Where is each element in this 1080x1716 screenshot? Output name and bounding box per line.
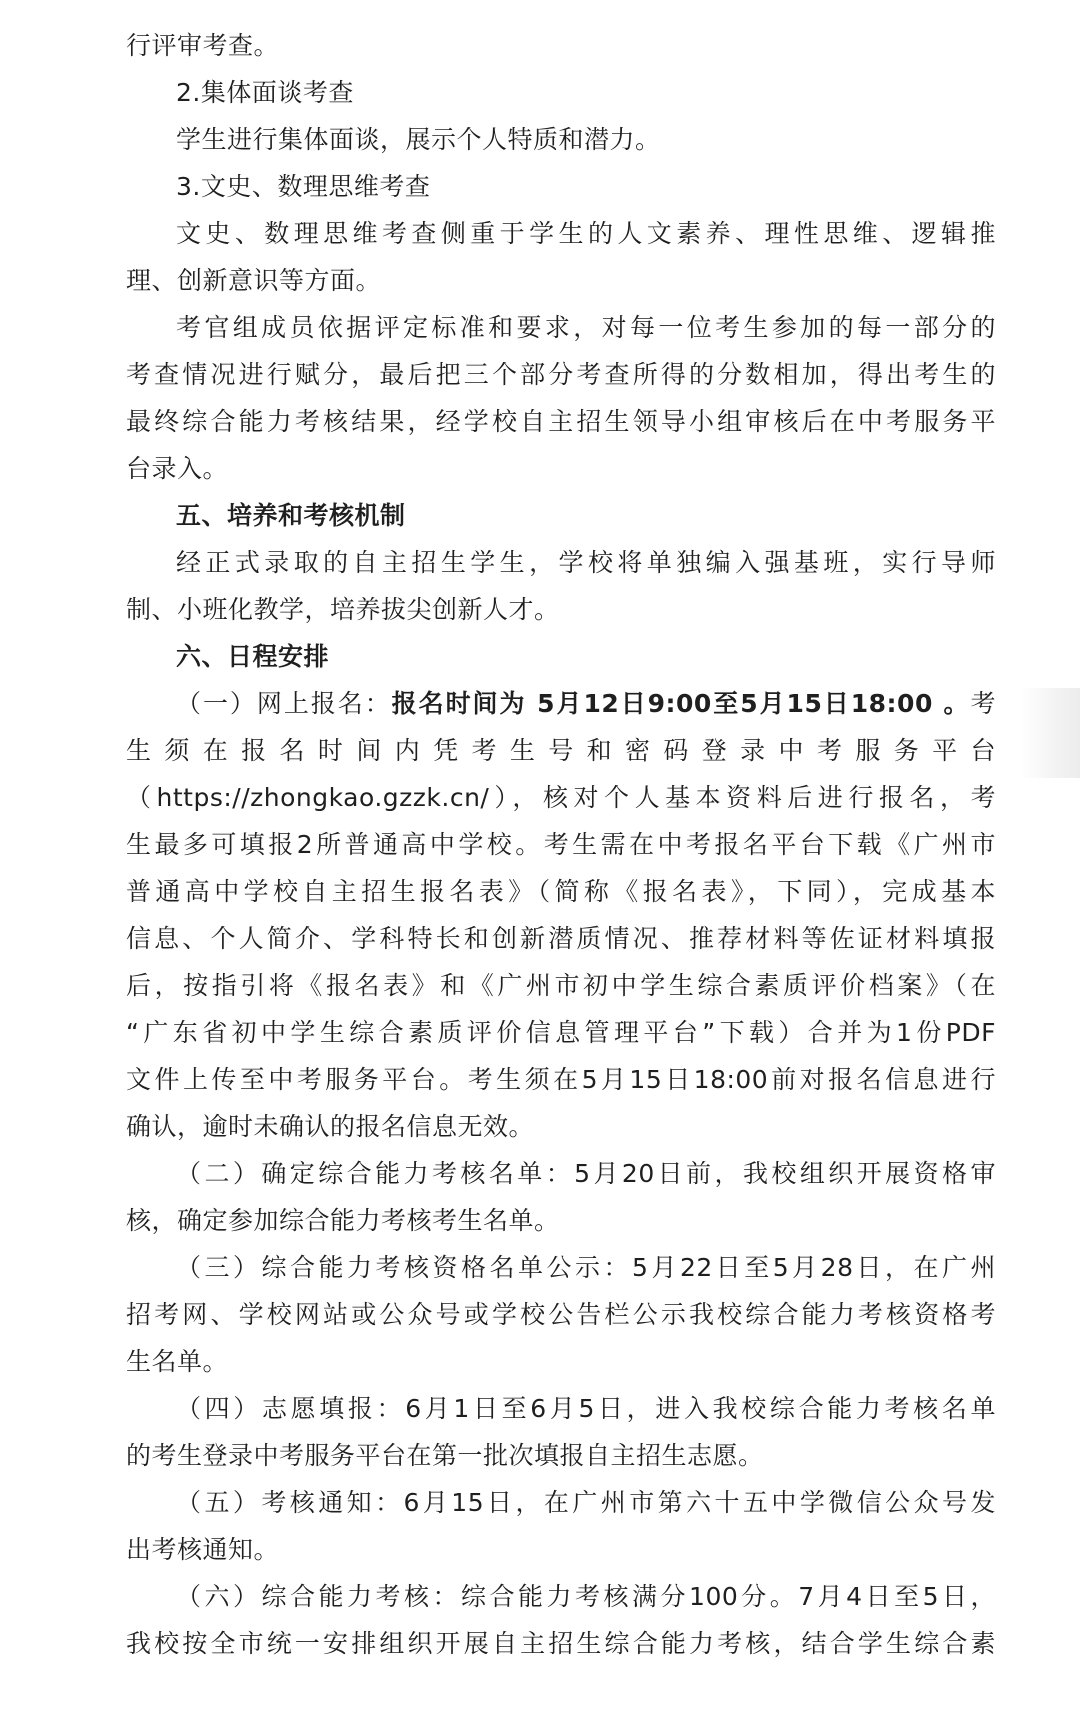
- text-line: （三）综合能力考核资格名单公示：5月22日至5月28日，在广州: [176, 1253, 996, 1282]
- scan-edge-shadow: [1020, 688, 1080, 778]
- text-line: 理、创新意识等方面。: [126, 266, 382, 295]
- registration-prefix: （一）网上报名：: [176, 689, 392, 718]
- text-line: 核，确定参加综合能力考核考生名单。: [126, 1206, 560, 1235]
- text-line: 普通高中学校自主招生报名表》（简称《报名表》，下同），完成基本: [126, 877, 996, 906]
- text-line: 我校按全市统一安排组织开展自主招生综合能力考核，结合学生综合素: [126, 1629, 996, 1658]
- text-line: 行评审考查。: [126, 31, 280, 60]
- text-line: 考查情况进行赋分，最后把三个部分考查所得的分数相加，得出考生的: [126, 360, 996, 389]
- text-line: （https://zhongkao.gzzk.cn/），核对个人基本资料后进行报名，考: [126, 783, 996, 812]
- text-line: 文史、数理思维考查侧重于学生的人文素养、理性思维、逻辑推: [176, 219, 996, 248]
- text-line: 制、小班化教学，培养拔尖创新人才。: [126, 595, 560, 624]
- text-line: 生最多可填报2所普通高中学校。考生需在中考报名平台下载《广州市: [126, 830, 996, 859]
- registration-time: 报名时间为 5月12日9:00至5月15日18:00 。: [391, 689, 971, 718]
- text-line: 最终综合能力考核结果，经学校自主招生领导小组审核后在中考服务平: [126, 407, 996, 436]
- text-line: 文件上传至中考服务平台。考生须在5月15日18:00前对报名信息进行: [126, 1065, 996, 1094]
- text-line: 确认，逾时未确认的报名信息无效。: [126, 1112, 535, 1141]
- text-line: 的考生登录中考服务平台在第一批次填报自主招生志愿。: [126, 1441, 764, 1470]
- text-fragment: 考: [970, 689, 996, 718]
- text-line: “广东省初中学生综合素质评价信息管理平台”下载）合并为1份PDF: [126, 1018, 996, 1047]
- text-line: 台录入。: [126, 454, 229, 483]
- text-line: 信息、个人简介、学科特长和创新潜质情况、推荐材料等佐证材料填报: [126, 924, 996, 953]
- text-line: （五）考核通知：6月15日，在广州市第六十五中学微信公众号发: [176, 1488, 996, 1517]
- registration-line: [126, 680, 996, 727]
- text-line: 出考核通知。: [126, 1535, 280, 1564]
- section-heading-schedule: 六、日程安排: [176, 642, 330, 671]
- text-line: 学生进行集体面谈，展示个人特质和潜力。: [176, 125, 661, 154]
- text-line: 生名单。: [126, 1347, 229, 1376]
- text-line: （二）确定综合能力考核名单：5月20日前，我校组织开展资格审: [176, 1159, 996, 1188]
- subheading-group-interview: 2.集体面谈考查: [176, 78, 354, 107]
- text-line: 经正式录取的自主招生学生，学校将单独编入强基班，实行导师: [176, 548, 996, 577]
- text-line: 招考网、学校网站或公众号或学校公告栏公示我校综合能力考核资格考: [126, 1300, 996, 1329]
- text-line: 考官组成员依据评定标准和要求，对每一位考生参加的每一部分的: [176, 313, 996, 342]
- subheading-thinking-test: 3.文史、数理思维考查: [176, 172, 431, 201]
- section-heading-training: 五、培养和考核机制: [176, 501, 406, 530]
- text-line: 生须在报名时间内凭考生号和密码登录中考服务平台: [126, 736, 996, 765]
- text-line: 后，按指引将《报名表》和《广州市初中学生综合素质评价档案》（在: [126, 971, 996, 1000]
- text-line: （四）志愿填报：6月1日至6月5日，进入我校综合能力考核名单: [176, 1394, 996, 1423]
- text-line: （六）综合能力考核：综合能力考核满分100分。7月4日至5日，: [176, 1582, 996, 1611]
